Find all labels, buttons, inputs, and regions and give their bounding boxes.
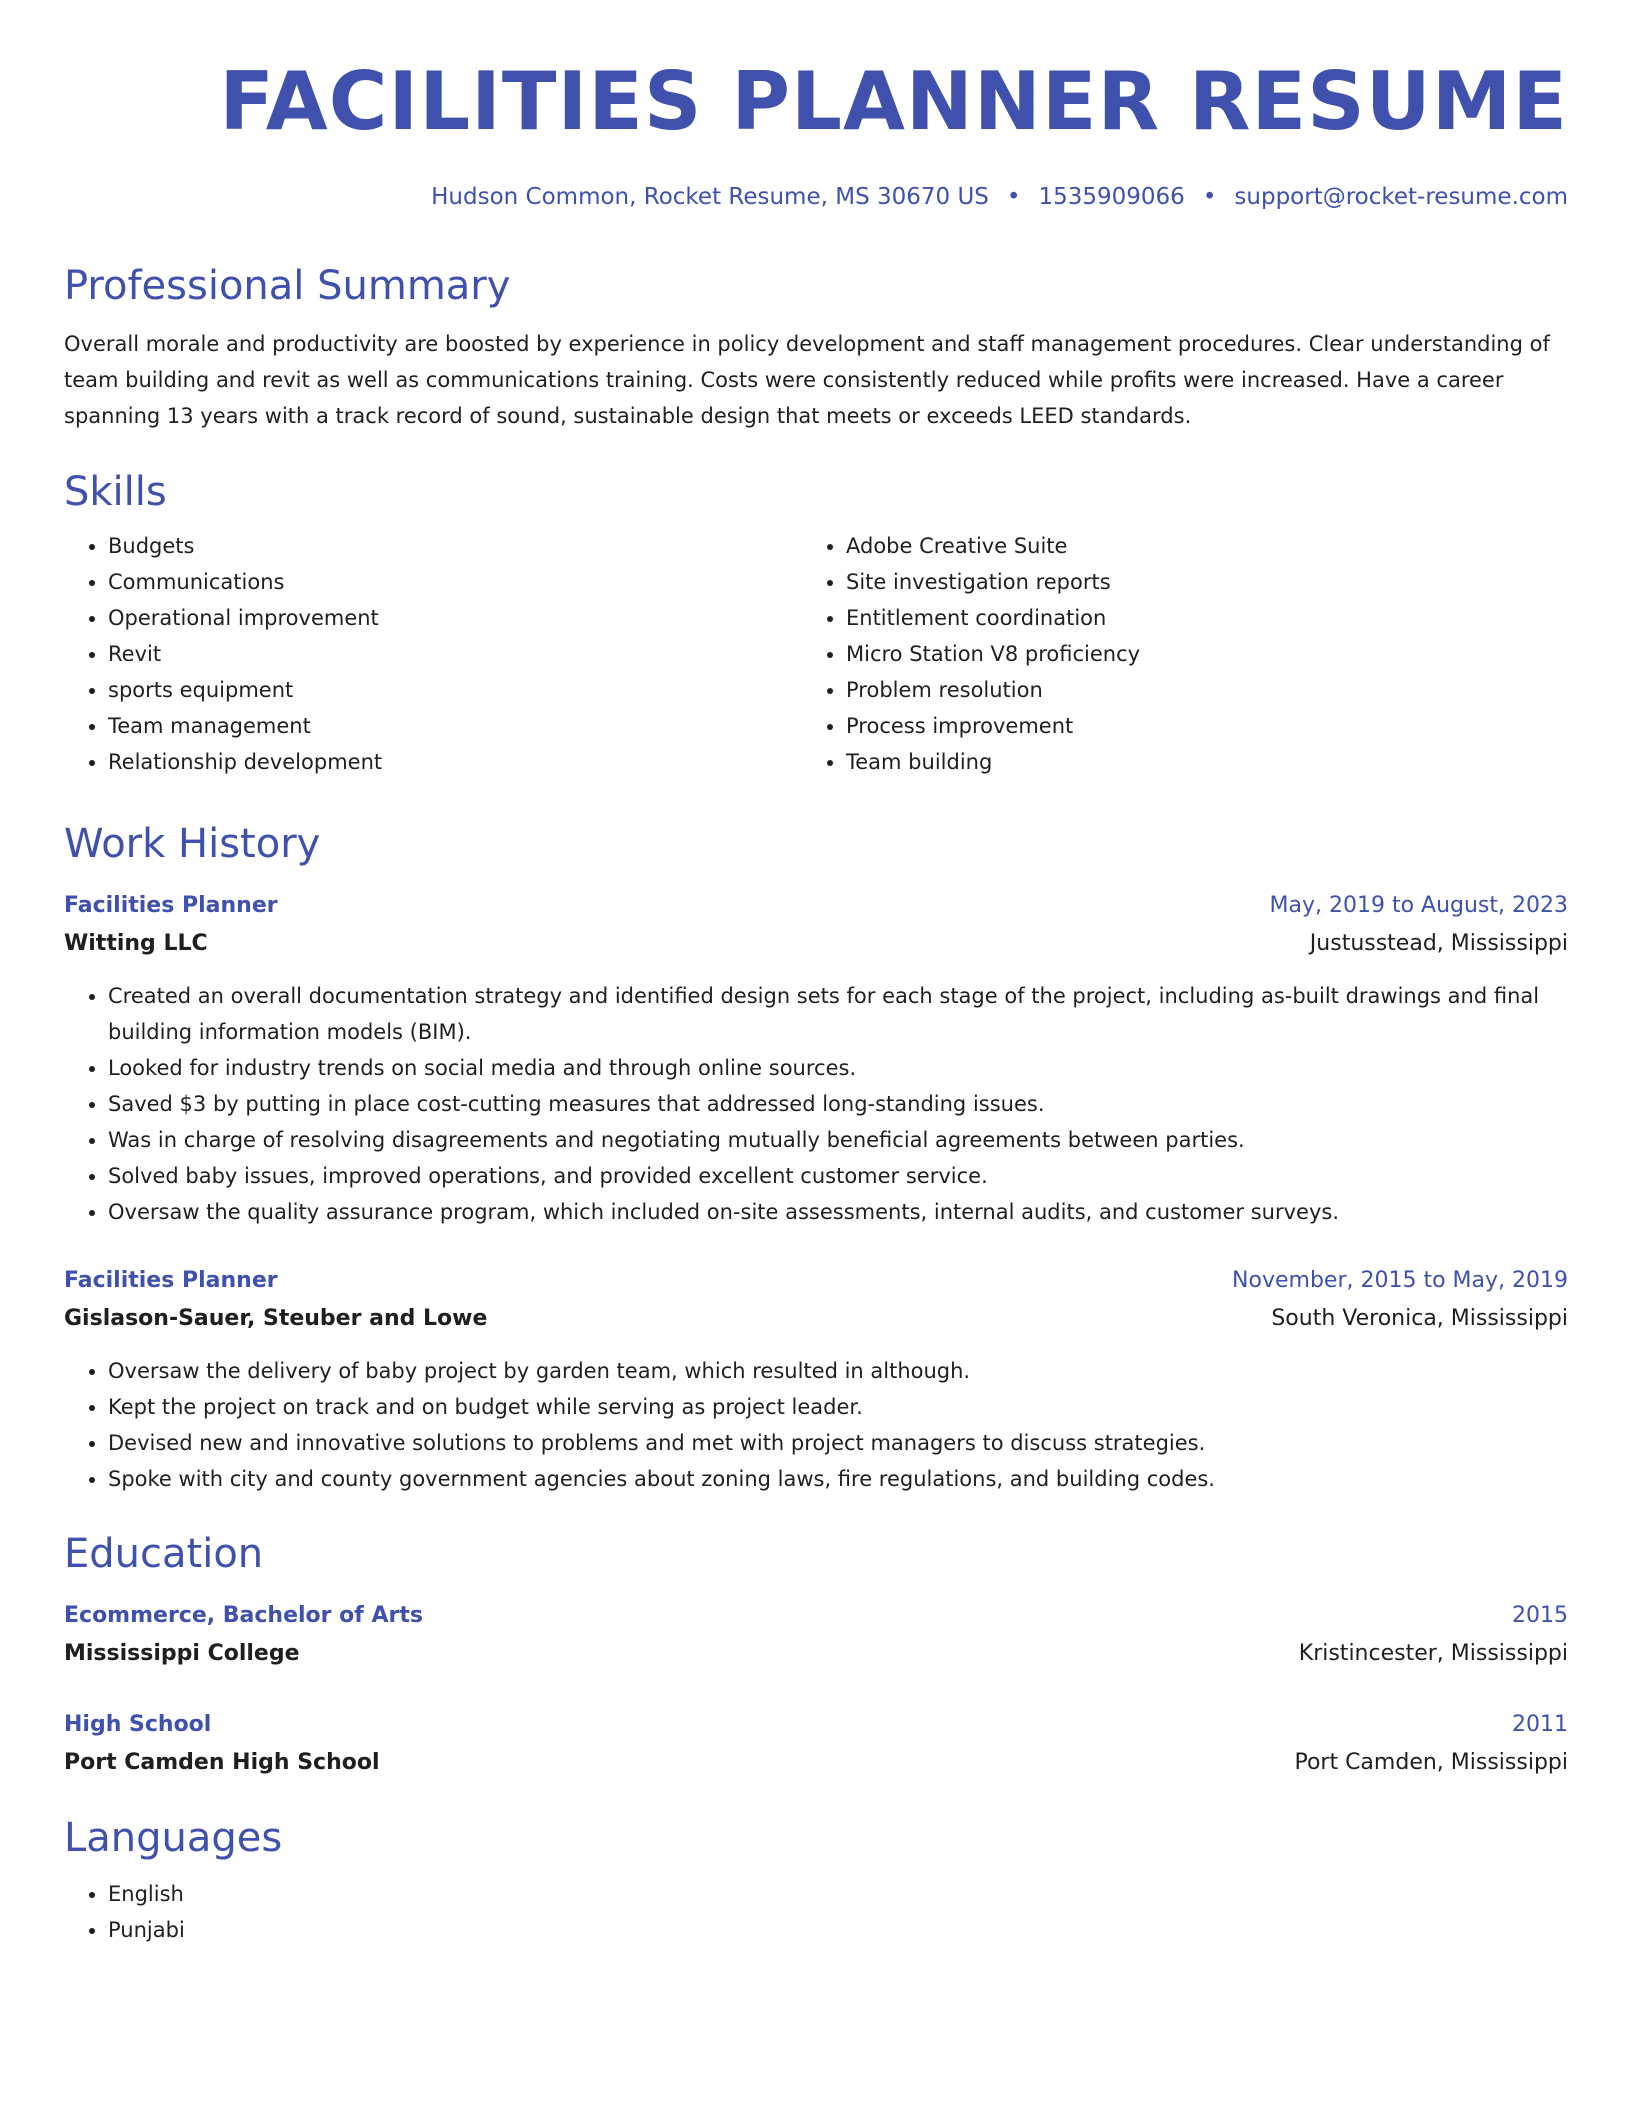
job-company-row [64, 1301, 1568, 1337]
skill-item: • Team management [108, 708, 802, 744]
job-title: Facilities Planner [64, 1268, 278, 1293]
skill-item: • Micro Station V8 proficiency [846, 636, 1540, 672]
job-entry [64, 1263, 1568, 1497]
skills-list-left [64, 528, 802, 780]
languages-section [64, 1815, 1568, 1948]
summary-section [64, 263, 1568, 434]
summary-text: Overall morale and productivity are boosted by experience in policy development and staff management procedures. Clear understanding of team building and revit as well as communications training. Costs were consistently reduced while profits were increased. Have a career spanning 13 years with a track record of sound, sustainable design that meets or exceeds LEED standards. [64, 332, 1550, 428]
phone-text: 1535909066 [1038, 184, 1185, 210]
skill-item: • Relationship development [108, 744, 802, 780]
skill-item: • Team building [846, 744, 1540, 780]
job-bullet: • Was in charge of resolving disagreements and negotiating mutually beneficial agreements between parties. [108, 1122, 1568, 1158]
language-item: • English [108, 1876, 1568, 1912]
education-degree: Ecommerce, Bachelor of Arts [64, 1603, 424, 1628]
job-bullet: • Created an overall documentation strategy and identified design sets for each stage of the project, including as-built drawings and final building information models (BIM). [108, 978, 1568, 1050]
summary-heading: Professional Summary [64, 263, 511, 309]
job-bullet: • Oversaw the quality assurance program, which included on-site assessments, internal audits, and customer surveys. [108, 1194, 1568, 1230]
job-header-row [64, 1263, 1568, 1299]
education-entry [64, 1707, 1568, 1781]
languages-list [64, 1876, 1568, 1948]
education-school-row [64, 1745, 1568, 1781]
education-school: Mississippi College [64, 1641, 300, 1666]
job-entry [64, 888, 1568, 1230]
job-location: Justusstead, Mississippi [1309, 931, 1568, 956]
separator-dot: • [1006, 184, 1021, 210]
skills-list-right [802, 528, 1540, 780]
contact-line [64, 184, 1568, 210]
job-company: Witting LLC [64, 931, 208, 956]
skill-item: • Problem resolution [846, 672, 1540, 708]
job-title: Facilities Planner [64, 893, 278, 918]
job-bullet: • Looked for industry trends on social media and through online sources. [108, 1050, 1568, 1086]
skill-item: • Budgets [108, 528, 802, 564]
skill-item: • Operational improvement [108, 600, 802, 636]
job-bullet: • Saved $3 by putting in place cost-cutting measures that addressed long-standing issues. [108, 1086, 1568, 1122]
separator-dot: • [1202, 184, 1217, 210]
work-history-heading-wrap [64, 821, 1568, 867]
job-bullet: • Spoke with city and county government agencies about zoning laws, fire regulations, and building codes. [108, 1461, 1568, 1497]
skill-item: • sports equipment [108, 672, 802, 708]
skills-column-left [64, 528, 802, 780]
skills-section [64, 469, 1568, 780]
education-year: 2011 [1512, 1712, 1568, 1737]
job-company-row [64, 926, 1568, 962]
languages-heading: Languages [64, 1815, 283, 1861]
skill-item: • Revit [108, 636, 802, 672]
job-location: South Veronica, Mississippi [1271, 1306, 1568, 1331]
skill-item: • Entitlement coordination [846, 600, 1540, 636]
job-dates: November, 2015 to May, 2019 [1232, 1268, 1568, 1293]
education-degree: High School [64, 1712, 212, 1737]
job-header-row [64, 888, 1568, 924]
job-bullet: • Oversaw the delivery of baby project by garden team, which resulted in although. [108, 1353, 1568, 1389]
skills-heading: Skills [64, 469, 167, 515]
education-heading: Education [64, 1531, 264, 1577]
education-entry [64, 1598, 1568, 1672]
job-company: Gislason-Sauer, Steuber and Lowe [64, 1306, 488, 1331]
skill-item: • Adobe Creative Suite [846, 528, 1540, 564]
education-location: Kristincester, Mississippi [1298, 1641, 1568, 1666]
resume-title: FACILITIES PLANNER RESUME [219, 55, 1568, 148]
skills-grid [64, 528, 1568, 780]
job-bullet: • Solved baby issues, improved operations, and provided excellent customer service. [108, 1158, 1568, 1194]
job-bullet: • Devised new and innovative solutions to problems and met with project managers to discuss strategies. [108, 1425, 1568, 1461]
education-school: Port Camden High School [64, 1750, 380, 1775]
job-bullets [64, 1353, 1568, 1497]
education-school-row [64, 1636, 1568, 1672]
education-header-row [64, 1598, 1568, 1634]
job-dates: May, 2019 to August, 2023 [1269, 893, 1568, 918]
skills-column-right [802, 528, 1540, 780]
address-text: Hudson Common, Rocket Resume, MS 30670 US [431, 184, 989, 210]
skill-item: • Communications [108, 564, 802, 600]
language-item: • Punjabi [108, 1912, 1568, 1948]
education-heading-wrap [64, 1531, 1568, 1577]
job-bullet: • Kept the project on track and on budget while serving as project leader. [108, 1389, 1568, 1425]
education-location: Port Camden, Mississippi [1294, 1750, 1568, 1775]
job-bullets [64, 978, 1568, 1230]
education-year: 2015 [1512, 1603, 1568, 1628]
education-header-row [64, 1707, 1568, 1743]
work-history-heading: Work History [64, 821, 321, 867]
skill-item: • Process improvement [846, 708, 1540, 744]
email-text: support@rocket-resume.com [1234, 184, 1568, 210]
skill-item: • Site investigation reports [846, 564, 1540, 600]
